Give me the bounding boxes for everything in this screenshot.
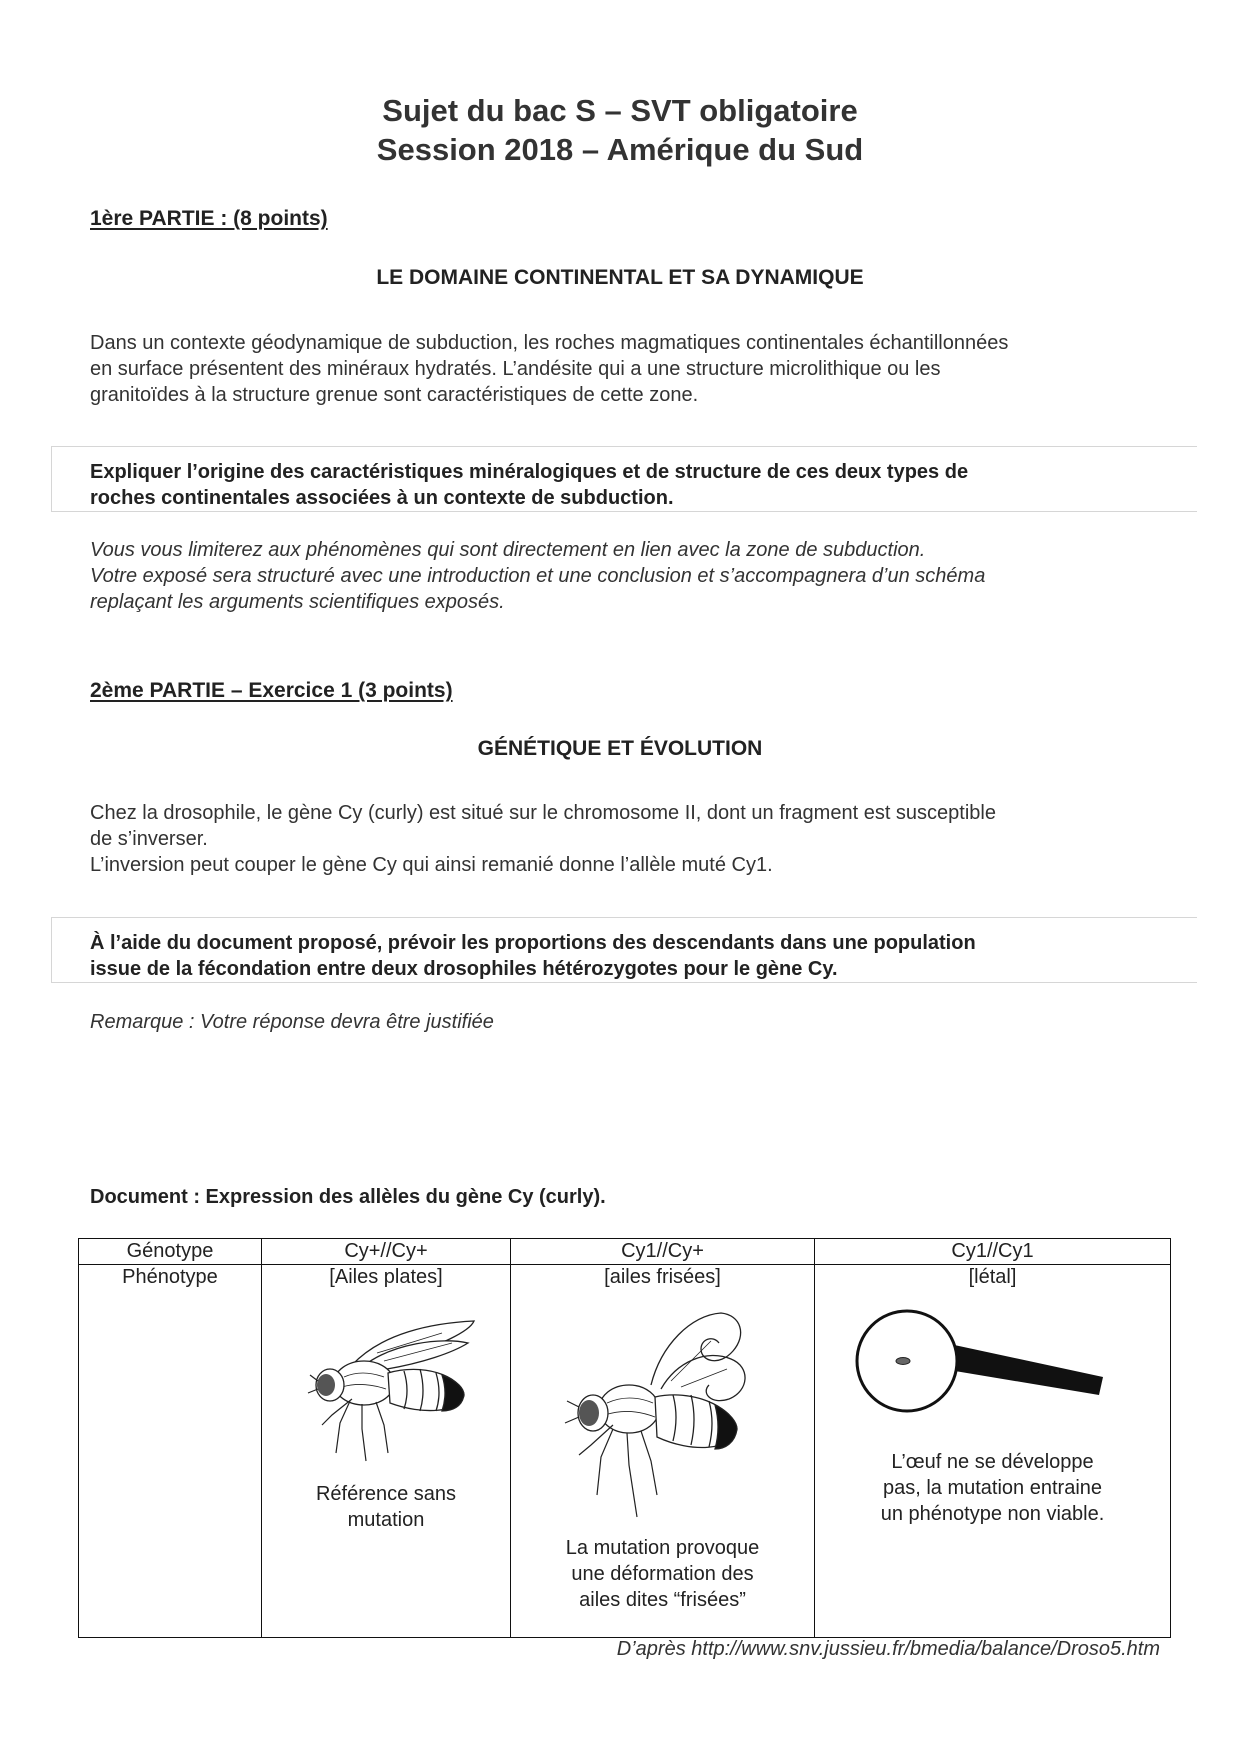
part1-label: 1ère PARTIE : (8 points) <box>90 207 328 230</box>
caption-line: une déformation des <box>571 1563 754 1585</box>
part1-instruction-line: replaçant les arguments scientifiques exposés. <box>90 591 505 613</box>
magnifying-glass-egg-illustration <box>849 1305 1109 1435</box>
page-title-line1: Sujet du bac S – SVT obligatoire <box>382 93 858 128</box>
phenotype-cell-curly-wings <box>511 1265 815 1638</box>
drosophila-flat-wings-illustration <box>292 1303 482 1463</box>
part2-label: 2ème PARTIE – Exercice 1 (3 points) <box>90 679 453 702</box>
phenotype-label: [Ailes plates] <box>329 1266 443 1288</box>
part2-intro-line: Chez la drosophile, le gène Cy (curly) est situé sur le chromosome II, dont un fragment est susceptible <box>90 802 996 824</box>
caption-line: pas, la mutation entraine <box>882 1477 1103 1499</box>
part2-question-line: issue de la fécondation entre deux drosophiles hétérozygotes pour le gène Cy. <box>90 958 838 980</box>
part2-question-line: À l’aide du document proposé, prévoir les proportions des descendants dans une population <box>90 932 976 954</box>
phenotype-cell-lethal <box>815 1265 1171 1638</box>
phenotype-caption <box>262 1481 510 1533</box>
phenotype-caption <box>815 1449 1170 1527</box>
document-title: Document : Expression des allèles du gène Cy (curly). <box>90 1186 606 1208</box>
phenotype-label: [ailes frisées] <box>604 1266 721 1288</box>
part2-heading: GÉNÉTIQUE ET ÉVOLUTION <box>477 737 763 760</box>
caption-line: L’œuf ne se développe <box>891 1451 1094 1473</box>
part2-intro <box>90 800 1170 878</box>
part1-heading: LE DOMAINE CONTINENTAL ET SA DYNAMIQUE <box>376 266 864 289</box>
row-label-phenotype-cell <box>79 1265 262 1638</box>
part2-question <box>90 930 976 982</box>
part2-intro-line: de s’inverser. <box>90 828 208 850</box>
genotype-cell: Cy1//Cy+ <box>511 1239 815 1265</box>
page-title-line2: Session 2018 – Amérique du Sud <box>376 132 864 167</box>
part1-intro <box>90 330 1170 408</box>
part1-question-line: roches continentales associées à un contexte de subduction. <box>90 487 674 509</box>
part1-question <box>90 459 968 511</box>
table-row-genotype <box>79 1239 1171 1265</box>
part1-instruction-line: Votre exposé sera structuré avec une introduction et une conclusion et s’accompagnera d’un schéma <box>90 565 986 587</box>
part2-question-box <box>51 917 1197 983</box>
allele-expression-table <box>78 1238 1171 1638</box>
caption-line: ailes dites “frisées” <box>579 1589 746 1611</box>
part1-question-line: Expliquer l’origine des caractéristiques minéralogiques et de structure de ces deux types de <box>90 461 969 483</box>
part1-question-box <box>51 446 1197 512</box>
phenotype-label: [létal] <box>968 1266 1017 1288</box>
caption-line: La mutation provoque <box>565 1537 760 1559</box>
phenotype-caption <box>511 1535 814 1613</box>
part2-intro-line: L’inversion peut couper le gène Cy qui ainsi remanié donne l’allèle muté Cy1. <box>90 854 773 876</box>
table-row-phenotype <box>79 1265 1171 1638</box>
part1-intro-line: granitoïdes à la structure grenue sont caractéristiques de cette zone. <box>90 384 699 406</box>
caption-line: un phénotype non viable. <box>880 1503 1105 1525</box>
document-source: D’après http://www.snv.jussieu.fr/bmedia/balance/Droso5.htm <box>616 1638 1160 1660</box>
caption-line: mutation <box>347 1509 425 1531</box>
caption-line: Référence sans <box>315 1483 457 1505</box>
part2-remark: Remarque : Votre réponse devra être justifiée <box>90 1011 494 1033</box>
genotype-cell: Cy1//Cy1 <box>815 1239 1171 1265</box>
part1-instruction-line: Vous vous limiterez aux phénomènes qui sont directement en lien avec la zone de subduction. <box>90 539 926 561</box>
row-label-phenotype: Phénotype <box>122 1266 218 1288</box>
part1-intro-line: en surface présentent des minéraux hydratés. L’andésite qui a une structure microlithique ou les <box>90 358 941 380</box>
part1-instructions <box>90 537 1170 615</box>
drosophila-curly-wings-illustration <box>551 1305 771 1525</box>
genotype-cell: Cy+//Cy+ <box>262 1239 511 1265</box>
row-label-genotype: Génotype <box>79 1239 262 1265</box>
part1-intro-line: Dans un contexte géodynamique de subduction, les roches magmatiques continentales échantillonnées <box>90 332 1009 354</box>
phenotype-cell-flat-wings <box>262 1265 511 1638</box>
